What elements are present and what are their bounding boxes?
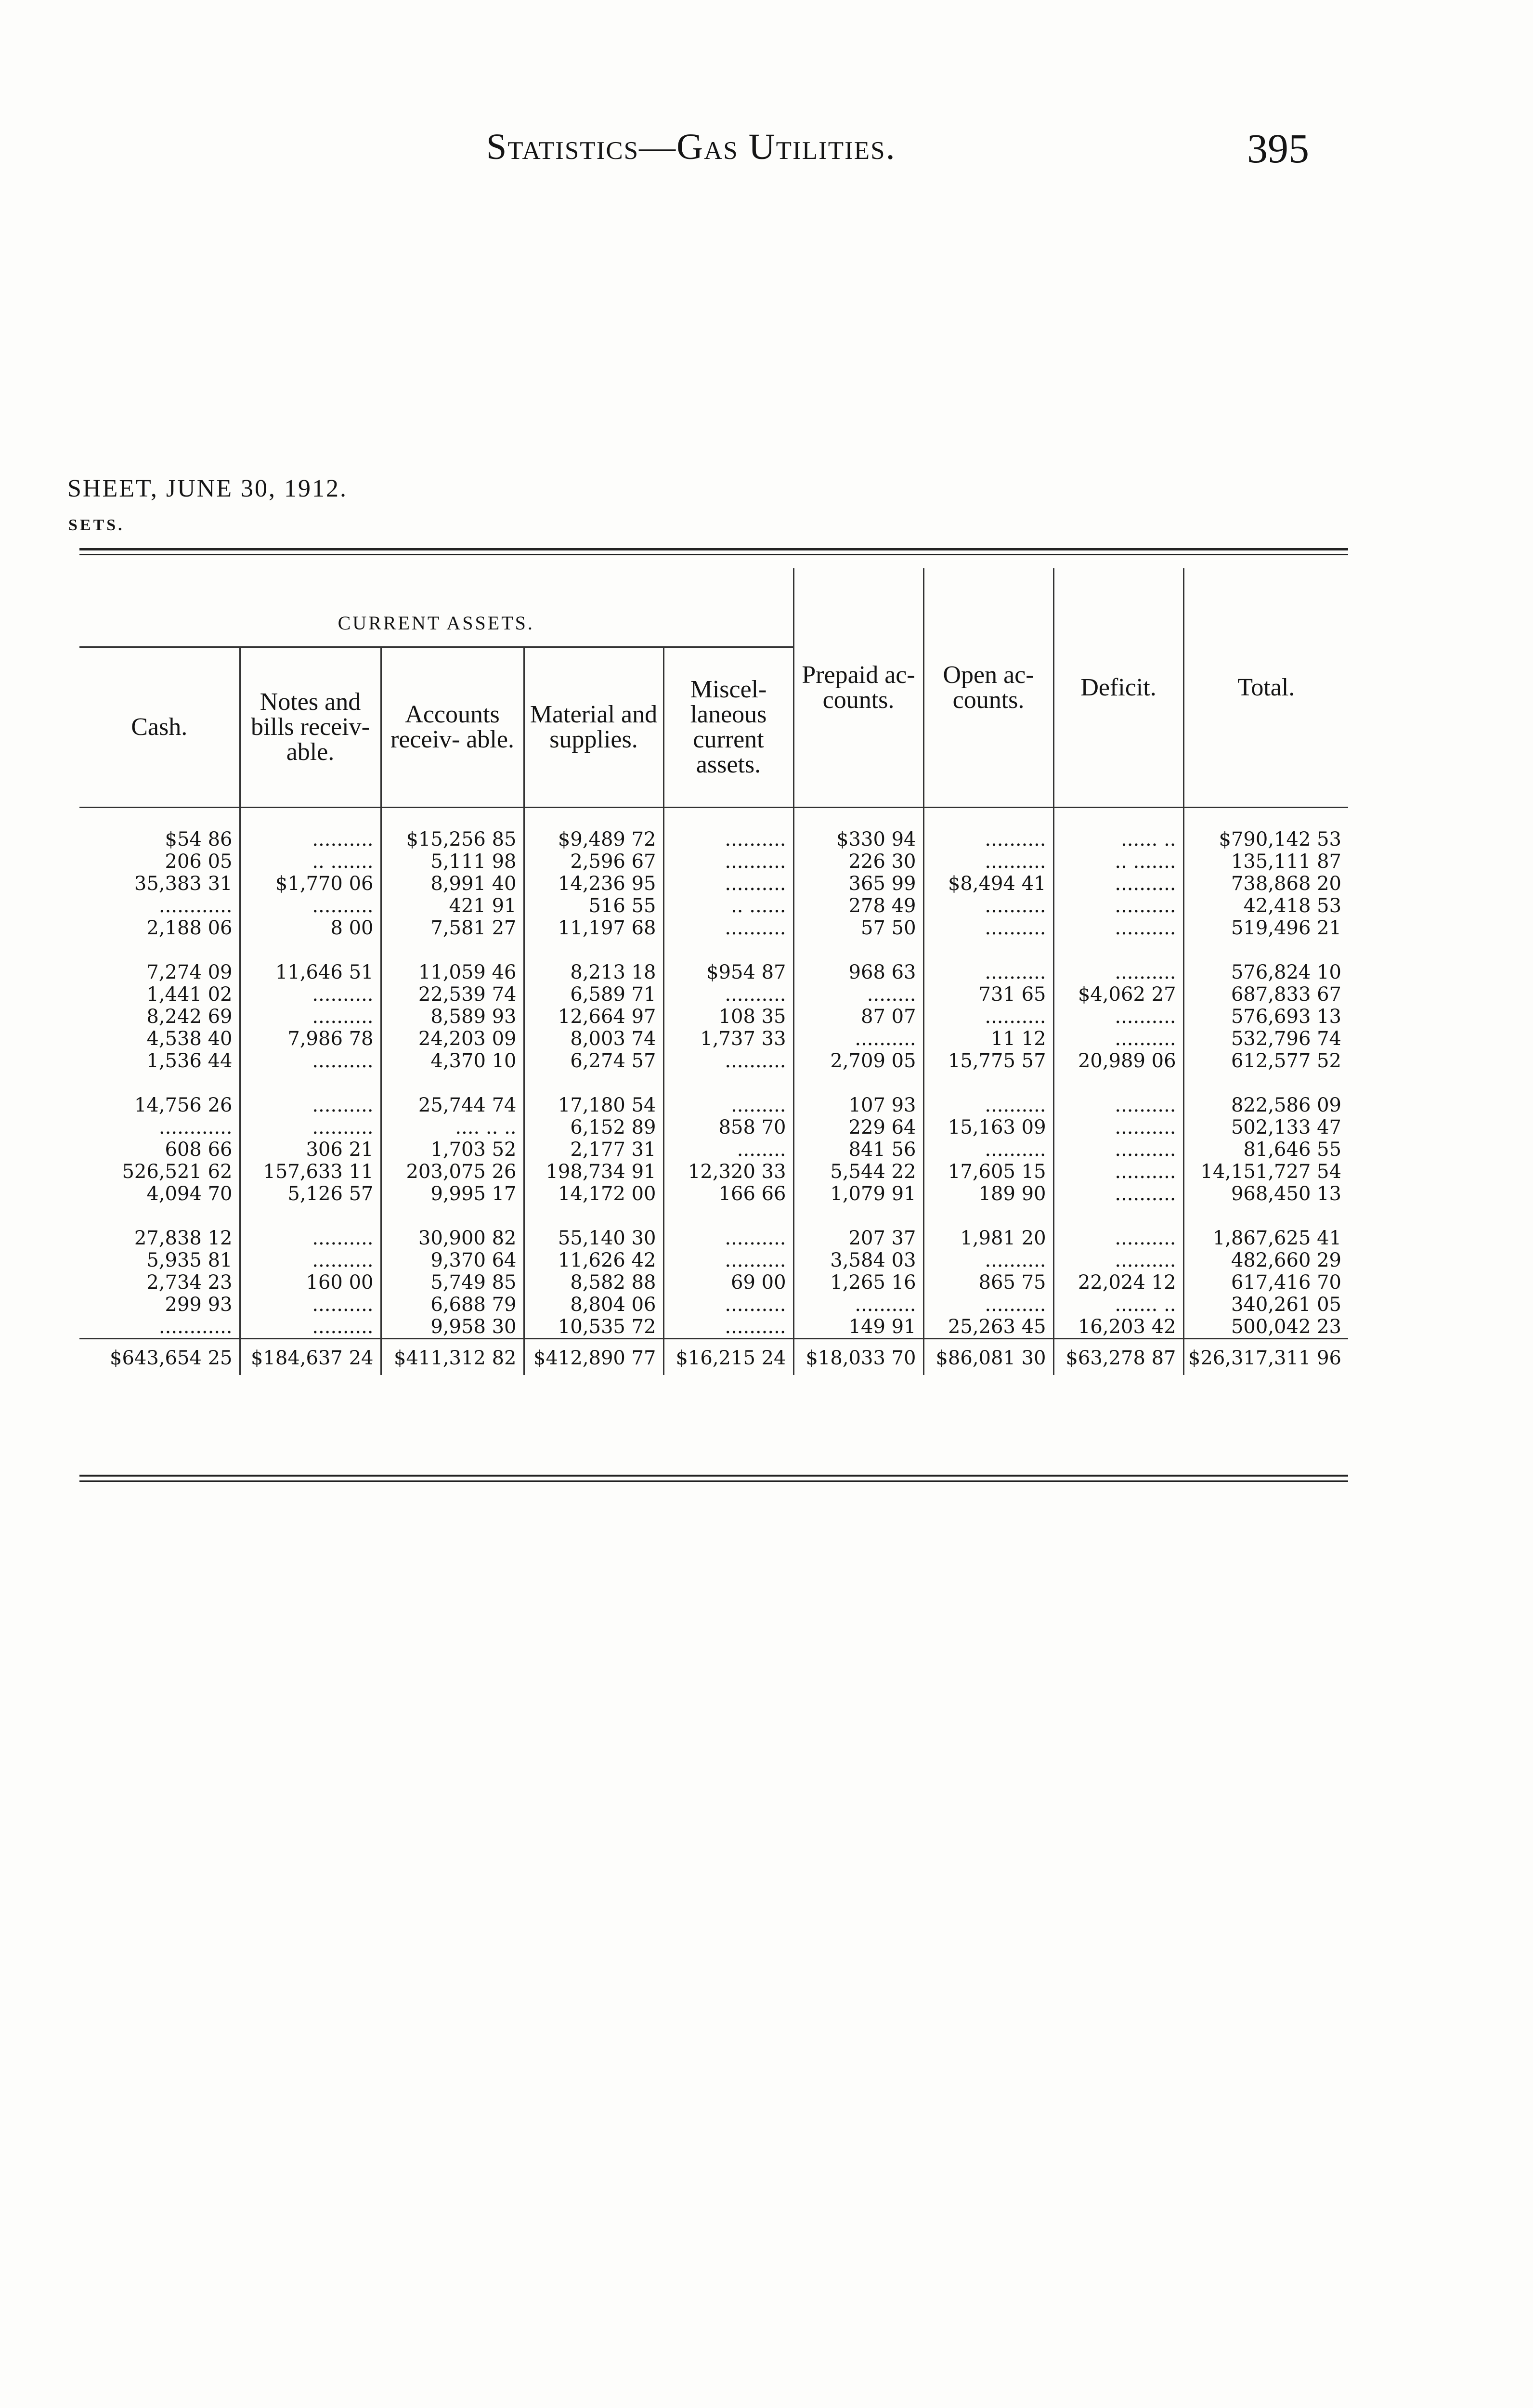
table-cell: ........ xyxy=(793,983,923,1006)
table-cell: 55,140 30 xyxy=(524,1227,663,1249)
table-row xyxy=(79,1227,1348,1249)
table-cell: 22,024 12 xyxy=(1053,1271,1183,1294)
table-cell: 14,172 00 xyxy=(524,1183,663,1205)
table-cell: 11,626 42 xyxy=(524,1249,663,1271)
table-cell: ......... xyxy=(663,1094,793,1116)
table-cell: 2,596 67 xyxy=(524,851,663,873)
total-cell: $411,312 82 xyxy=(381,1339,524,1375)
table-cell: .......... xyxy=(923,851,1053,873)
table-cell: $790,142 53 xyxy=(1219,828,1342,851)
table-cell: 968 63 xyxy=(793,961,923,983)
table-cell: .......... xyxy=(663,1249,793,1271)
table-cell: 42,418 53 xyxy=(1243,895,1342,917)
table-cell: .......... xyxy=(240,895,381,917)
table-cell: 8,804 06 xyxy=(524,1294,663,1316)
table-cell: 135,111 87 xyxy=(1231,851,1342,873)
table-cell: 5,749 85 xyxy=(381,1271,524,1294)
table-cell: 12,320 33 xyxy=(663,1161,793,1183)
table-cell: 617,416 70 xyxy=(1231,1271,1342,1294)
table-cell: 207 37 xyxy=(793,1227,923,1249)
table-cell: $54 86 xyxy=(79,828,240,851)
column-header-material: Material and supplies. xyxy=(524,647,663,808)
table-cell: .......... xyxy=(663,851,793,873)
table-cell: .......... xyxy=(1053,1094,1183,1116)
table-cell: .......... xyxy=(1053,895,1183,917)
table-cell: 340,261 05 xyxy=(1231,1294,1342,1316)
table-cell: $8,494 41 xyxy=(923,873,1053,895)
table-cell: .......... xyxy=(240,1316,381,1339)
bottom-double-rule-lower xyxy=(79,1480,1348,1482)
total-cell: $643,654 25 xyxy=(79,1339,240,1375)
bottom-double-rule-upper xyxy=(79,1475,1348,1477)
table-cell: 30,900 82 xyxy=(381,1227,524,1249)
table-cell: .......... xyxy=(793,1028,923,1050)
table-cell: ............ xyxy=(79,1316,240,1339)
table-cell: 3,584 03 xyxy=(793,1249,923,1271)
table-cell: .......... xyxy=(1053,1116,1183,1139)
table-cell: .......... xyxy=(240,1094,381,1116)
table-cell: 612,577 52 xyxy=(1231,1050,1342,1072)
table-cell: .......... xyxy=(923,828,1053,851)
table-row xyxy=(79,1028,1348,1050)
table-row xyxy=(79,1316,1348,1339)
column-header-cash: Cash. xyxy=(79,647,240,808)
table-cell: 11,197 68 xyxy=(524,917,663,939)
table-cell: 731 65 xyxy=(923,983,1053,1006)
table-cell: 9,958 30 xyxy=(381,1316,524,1339)
table-cell: 968,450 13 xyxy=(1231,1183,1342,1205)
table-cell: 189 90 xyxy=(923,1183,1053,1205)
table-row xyxy=(79,1183,1348,1205)
total-cell: $16,215 24 xyxy=(663,1339,793,1375)
balance-sheet-table-wrap xyxy=(79,568,1348,1375)
table-cell: 2,709 05 xyxy=(793,1050,923,1072)
table-cell: .......... xyxy=(1053,1249,1183,1271)
table-cell: .......... xyxy=(1053,1028,1183,1050)
table-cell: 5,126 57 xyxy=(240,1183,381,1205)
table-cell: 4,094 70 xyxy=(79,1183,240,1205)
table-cell: 519,496 21 xyxy=(1231,917,1342,939)
table-cell: .......... xyxy=(923,1006,1053,1028)
top-double-rule-lower xyxy=(79,554,1348,555)
table-cell: $4,062 27 xyxy=(1053,983,1183,1006)
table-cell: .... .. .. xyxy=(381,1116,524,1139)
table-cell: 6,688 79 xyxy=(381,1294,524,1316)
table-cell: 576,693 13 xyxy=(1231,1006,1342,1028)
table-cell: 5,544 22 xyxy=(793,1161,923,1183)
table-cell: ............ xyxy=(79,895,240,917)
table-cell: 841 56 xyxy=(793,1139,923,1161)
table-cell: $1,770 06 xyxy=(240,873,381,895)
total-cell: $26,317,311 96 xyxy=(1183,1339,1348,1375)
table-cell: .......... xyxy=(923,1139,1053,1161)
table-cell: 8,242 69 xyxy=(79,1006,240,1028)
group-spacer xyxy=(79,1205,1348,1227)
table-cell: ........ xyxy=(663,1139,793,1161)
table-cell: 15,775 57 xyxy=(923,1050,1053,1072)
table-cell: .......... xyxy=(1053,917,1183,939)
table-cell: $330 94 xyxy=(793,828,923,851)
table-row xyxy=(79,917,1348,939)
total-cell: $412,890 77 xyxy=(524,1339,663,1375)
table-cell: 69 00 xyxy=(663,1271,793,1294)
table-cell: 226 30 xyxy=(793,851,923,873)
table-cell: .......... xyxy=(923,917,1053,939)
table-cell: 7,986 78 xyxy=(240,1028,381,1050)
table-row xyxy=(79,1006,1348,1028)
table-cell: 203,075 26 xyxy=(381,1161,524,1183)
table-cell: .......... xyxy=(240,1116,381,1139)
table-cell: .......... xyxy=(663,983,793,1006)
table-cell: 299 93 xyxy=(79,1294,240,1316)
table-cell: 166 66 xyxy=(663,1183,793,1205)
column-header-deficit: Deficit. xyxy=(1053,568,1183,808)
table-cell: 198,734 91 xyxy=(524,1161,663,1183)
table-row xyxy=(79,1050,1348,1072)
table-cell: .......... xyxy=(663,1294,793,1316)
table-cell: 14,236 95 xyxy=(524,873,663,895)
header-row-group xyxy=(79,568,1348,647)
top-double-rule-upper xyxy=(79,548,1348,550)
table-cell: 1,981 20 xyxy=(923,1227,1053,1249)
table-cell: .......... xyxy=(663,828,793,851)
table-cell: 7,581 27 xyxy=(381,917,524,939)
sheet-title: SHEET, JUNE 30, 1912. xyxy=(67,475,348,502)
header-underline-row xyxy=(79,808,1348,829)
table-cell: .......... xyxy=(1053,961,1183,983)
table-cell: 532,796 74 xyxy=(1231,1028,1342,1050)
table-cell: 2,177 31 xyxy=(524,1139,663,1161)
group-header-current-assets: CURRENT ASSETS. xyxy=(79,568,793,647)
table-cell: 8,991 40 xyxy=(381,873,524,895)
table-cell: .......... xyxy=(1053,1227,1183,1249)
table-cell: 822,586 09 xyxy=(1231,1094,1342,1116)
balance-sheet-table xyxy=(79,568,1348,1375)
table-cell: 526,521 62 xyxy=(79,1161,240,1183)
total-cell: $63,278 87 xyxy=(1053,1339,1183,1375)
table-cell: ...... .. xyxy=(1053,828,1183,851)
table-cell: 11 12 xyxy=(923,1028,1053,1050)
table-cell: .......... xyxy=(240,983,381,1006)
table-cell: 14,151,727 54 xyxy=(1200,1161,1342,1183)
table-cell: .. ...... xyxy=(663,895,793,917)
page-number: 395 xyxy=(1247,125,1309,171)
column-header-accounts: Accounts receiv- able. xyxy=(381,647,524,808)
table-cell: .......... xyxy=(1053,873,1183,895)
table-cell: 4,538 40 xyxy=(79,1028,240,1050)
table-row xyxy=(79,1249,1348,1271)
table-cell: .......... xyxy=(923,1094,1053,1116)
table-cell: 10,535 72 xyxy=(524,1316,663,1339)
table-cell: 9,995 17 xyxy=(381,1183,524,1205)
table-cell: .......... xyxy=(923,1249,1053,1271)
table-cell: .......... xyxy=(1053,1006,1183,1028)
table-cell: 6,152 89 xyxy=(524,1116,663,1139)
table-cell: 12,664 97 xyxy=(524,1006,663,1028)
table-cell: .......... xyxy=(663,1316,793,1339)
table-cell: 87 07 xyxy=(793,1006,923,1028)
column-header-open-accounts: Open ac- counts. xyxy=(923,568,1053,808)
table-cell: 1,536 44 xyxy=(79,1050,240,1072)
table-cell: 24,203 09 xyxy=(381,1028,524,1050)
table-cell: .......... xyxy=(663,1227,793,1249)
column-header-prepaid: Prepaid ac- counts. xyxy=(793,568,923,808)
table-cell: 8,589 93 xyxy=(381,1006,524,1028)
table-cell: .......... xyxy=(240,828,381,851)
table-cell: 5,111 98 xyxy=(381,851,524,873)
table-cell: .......... xyxy=(1053,1183,1183,1205)
table-cell: 608 66 xyxy=(79,1139,240,1161)
table-cell: 1,867,625 41 xyxy=(1212,1227,1342,1249)
table-cell: 8 00 xyxy=(240,917,381,939)
table-row xyxy=(79,1294,1348,1316)
table-cell: 1,737 33 xyxy=(663,1028,793,1050)
table-cell: 81,646 55 xyxy=(1243,1139,1342,1161)
table-body xyxy=(79,808,1348,1375)
table-row xyxy=(79,873,1348,895)
table-cell: 576,824 10 xyxy=(1231,961,1342,983)
total-cell: $86,081 30 xyxy=(923,1339,1053,1375)
table-cell: .......... xyxy=(240,1249,381,1271)
table-cell: 365 99 xyxy=(793,873,923,895)
table-row xyxy=(79,1161,1348,1183)
table-row xyxy=(79,961,1348,983)
group-spacer xyxy=(79,1072,1348,1094)
table-cell: 16,203 42 xyxy=(1053,1316,1183,1339)
table-cell: 516 55 xyxy=(524,895,663,917)
table-row xyxy=(79,1116,1348,1139)
table-row xyxy=(79,1139,1348,1161)
table-cell: 421 91 xyxy=(381,895,524,917)
table-cell: 278 49 xyxy=(793,895,923,917)
table-cell: 107 93 xyxy=(793,1094,923,1116)
total-cell: $184,637 24 xyxy=(240,1339,381,1375)
table-cell: 157,633 11 xyxy=(240,1161,381,1183)
table-cell: .......... xyxy=(240,1294,381,1316)
table-cell: 6,589 71 xyxy=(524,983,663,1006)
table-cell: 20,989 06 xyxy=(1053,1050,1183,1072)
table-cell: 22,539 74 xyxy=(381,983,524,1006)
table-cell: .......... xyxy=(1053,1161,1183,1183)
table-cell: ....... .. xyxy=(1053,1294,1183,1316)
column-header-miscellaneous: Miscel- laneous current assets. xyxy=(663,647,793,808)
table-cell: 14,756 26 xyxy=(79,1094,240,1116)
table-cell: .......... xyxy=(793,1294,923,1316)
table-cell: 5,935 81 xyxy=(79,1249,240,1271)
table-cell: 500,042 23 xyxy=(1231,1316,1342,1338)
table-cell: $954 87 xyxy=(663,961,793,983)
table-cell: 160 00 xyxy=(240,1271,381,1294)
table-cell: 1,265 16 xyxy=(793,1271,923,1294)
table-cell: 27,838 12 xyxy=(79,1227,240,1249)
table-cell: $15,256 85 xyxy=(381,828,524,851)
table-row xyxy=(79,1271,1348,1294)
table-cell: 25,263 45 xyxy=(923,1316,1053,1339)
total-cell: $18,033 70 xyxy=(793,1339,923,1375)
table-cell: 738,868 20 xyxy=(1231,873,1342,895)
table-row xyxy=(79,1094,1348,1116)
totals-row xyxy=(79,1339,1348,1375)
table-cell: 7,274 09 xyxy=(79,961,240,983)
table-cell: 865 75 xyxy=(923,1271,1053,1294)
table-cell: .......... xyxy=(923,961,1053,983)
table-cell: 1,703 52 xyxy=(381,1139,524,1161)
table-row xyxy=(79,828,1348,851)
table-cell: 8,582 88 xyxy=(524,1271,663,1294)
table-cell: 687,833 67 xyxy=(1231,983,1342,1006)
table-cell: .......... xyxy=(663,917,793,939)
table-cell: 35,383 31 xyxy=(79,873,240,895)
table-cell: 57 50 xyxy=(793,917,923,939)
table-cell: .......... xyxy=(1053,1139,1183,1161)
table-cell: ............ xyxy=(79,1116,240,1139)
table-cell: 108 35 xyxy=(663,1006,793,1028)
table-cell: .......... xyxy=(663,1050,793,1072)
column-header-notes: Notes and bills receiv- able. xyxy=(240,647,381,808)
table-cell: .. ....... xyxy=(1053,851,1183,873)
table-cell: 4,370 10 xyxy=(381,1050,524,1072)
table-cell: .......... xyxy=(240,1006,381,1028)
table-cell: 482,660 29 xyxy=(1231,1249,1342,1271)
table-cell: 8,003 74 xyxy=(524,1028,663,1050)
table-row xyxy=(79,851,1348,873)
table-cell: 9,370 64 xyxy=(381,1249,524,1271)
table-row xyxy=(79,983,1348,1006)
table-cell: 2,188 06 xyxy=(79,917,240,939)
table-cell: 1,079 91 xyxy=(793,1183,923,1205)
table-cell: 11,646 51 xyxy=(240,961,381,983)
table-cell: .. ....... xyxy=(240,851,381,873)
table-cell: .......... xyxy=(923,1294,1053,1316)
table-cell: 25,744 74 xyxy=(381,1094,524,1116)
table-cell: 149 91 xyxy=(793,1316,923,1339)
table-cell: 502,133 47 xyxy=(1231,1116,1342,1139)
table-row xyxy=(79,895,1348,917)
table-cell: .......... xyxy=(240,1227,381,1249)
table-cell: 206 05 xyxy=(79,851,240,873)
table-cell: 15,163 09 xyxy=(923,1116,1053,1139)
table-cell: 229 64 xyxy=(793,1116,923,1139)
table-cell: 858 70 xyxy=(663,1116,793,1139)
column-header-total: Total. xyxy=(1237,673,1295,701)
running-head: Statistics—Gas Utilities. xyxy=(486,127,896,167)
group-spacer xyxy=(79,939,1348,961)
table-cell: 17,605 15 xyxy=(923,1161,1053,1183)
table-cell: 17,180 54 xyxy=(524,1094,663,1116)
table-cell: 6,274 57 xyxy=(524,1050,663,1072)
table-cell: 2,734 23 xyxy=(79,1271,240,1294)
table-cell: 8,213 18 xyxy=(524,961,663,983)
table-cell: 11,059 46 xyxy=(381,961,524,983)
table-cell: 306 21 xyxy=(240,1139,381,1161)
table-cell: .......... xyxy=(663,873,793,895)
table-cell: $9,489 72 xyxy=(524,828,663,851)
table-cell: .......... xyxy=(240,1050,381,1072)
table-cell: .......... xyxy=(923,895,1053,917)
table-cell: 1,441 02 xyxy=(79,983,240,1006)
sheet-subtitle: SETS. xyxy=(68,516,125,534)
